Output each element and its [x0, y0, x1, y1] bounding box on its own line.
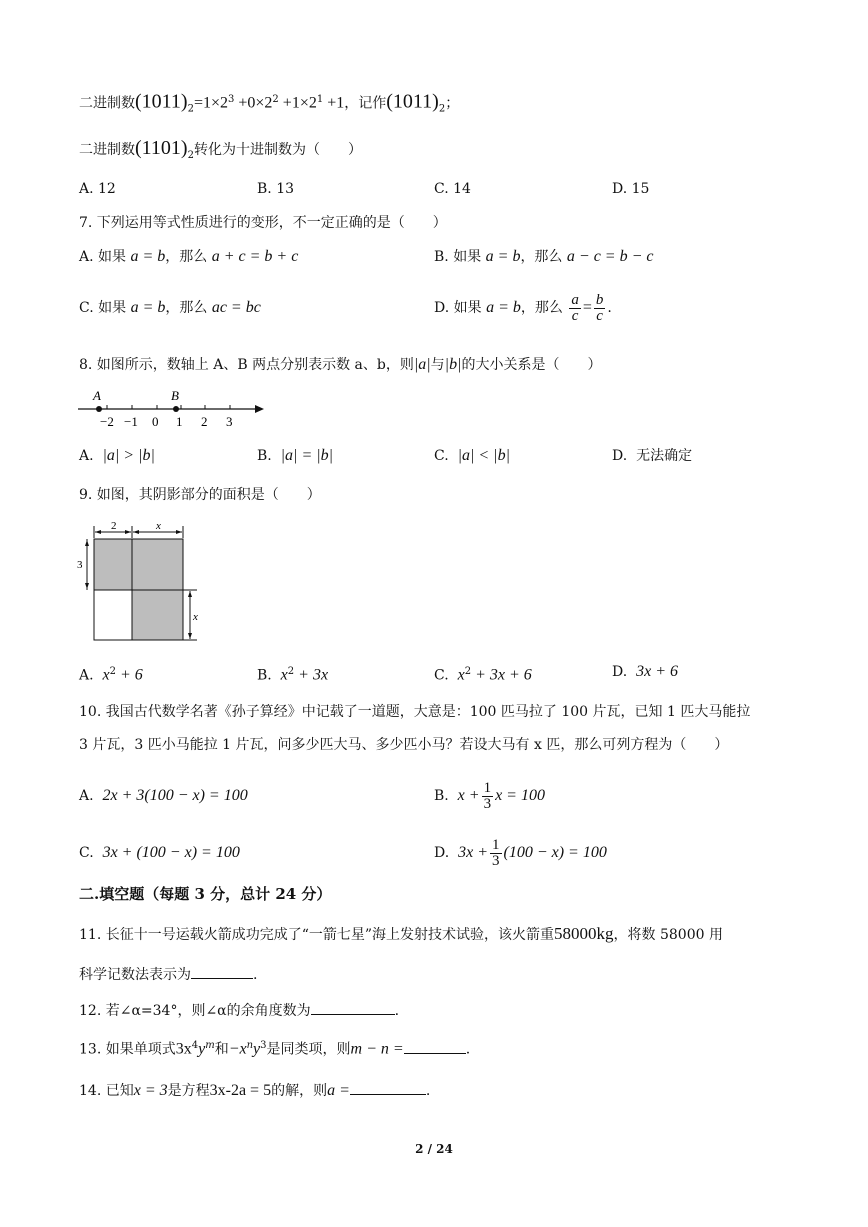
q6-option-b[interactable]: B. 13	[257, 181, 295, 197]
q7-a-res: a + c = b + c	[211, 248, 299, 265]
fraction	[482, 781, 494, 812]
q7-option-a[interactable]	[79, 247, 298, 267]
tick-label: −2	[100, 414, 114, 429]
q6-exp: 3	[228, 94, 235, 105]
q13-text: 是同类项，则	[266, 1041, 351, 1058]
answer-blank[interactable]	[191, 964, 253, 979]
q13-monomial: −x	[228, 1040, 247, 1058]
q7-a-mid: ，那么	[165, 249, 212, 265]
q13-exp: m	[205, 1040, 215, 1051]
numerator: 1	[492, 836, 500, 853]
option-expr: 3x +	[458, 844, 488, 861]
q13-text: 和	[214, 1041, 229, 1058]
q7-c-cond: a = b	[130, 299, 166, 316]
q10-line1: 10. 我国古代数学名著《孙子算经》中记载了一道题，大意是：100 匹马拉了 100 片瓦，已知 1 匹大马能拉	[79, 704, 751, 720]
option-label: D.	[612, 448, 628, 464]
denominator: 3	[483, 795, 492, 812]
q14-expr: a =	[327, 1082, 350, 1099]
q12-line	[79, 1000, 399, 1021]
q6-prefix: 二进制数	[79, 95, 135, 112]
q7-b-pre: B. 如果	[434, 249, 486, 265]
q6-expansion: +1	[323, 94, 345, 112]
q13-exp: 3	[260, 1040, 267, 1051]
q6-stem: 转化为十进制数为（ ）	[193, 142, 362, 158]
dim-label: x	[193, 611, 198, 623]
option-exp: 2	[109, 666, 116, 677]
q14-end: .	[425, 1083, 431, 1099]
answer-blank[interactable]	[350, 1080, 426, 1095]
q7-d-frac1	[569, 293, 581, 324]
arrow-icon	[188, 633, 192, 639]
q10-option-d[interactable]	[434, 833, 607, 873]
q7-d-eq: =	[582, 299, 592, 316]
blank-rect	[94, 590, 132, 640]
option-expr: 2x + 3(100 − x) = 100	[102, 787, 248, 804]
q11-text: ，将数 58000 用	[613, 927, 723, 943]
q13-exp: 4	[191, 1040, 199, 1051]
arrow-icon	[125, 530, 131, 534]
q13-monomial: y	[198, 1040, 206, 1058]
q7-b-mid: ，那么	[520, 249, 567, 265]
option-expr: 3x + (100 − x) = 100	[102, 844, 240, 861]
numerator: a	[571, 291, 579, 308]
q8-option-b[interactable]	[257, 446, 333, 466]
option-label: A.	[79, 448, 94, 464]
numerator: b	[595, 291, 604, 308]
q6-sub: 2	[187, 149, 194, 161]
q7-option-b[interactable]	[434, 247, 653, 267]
option-expr: x	[457, 666, 465, 684]
arrow-icon	[188, 591, 192, 597]
numerator: 1	[483, 779, 492, 796]
q12-text: 12. 若∠α=34°，则∠α的余角度数为	[79, 1003, 311, 1019]
option-label: B.	[434, 788, 449, 804]
q8-number-line	[78, 388, 268, 430]
q9-option-c[interactable]	[434, 662, 532, 686]
q11-end: .	[253, 967, 258, 983]
q13-exp: n	[246, 1040, 254, 1051]
q8-option-a[interactable]	[79, 446, 155, 466]
dim-label: x	[156, 520, 161, 532]
option-expr: + 3x	[294, 666, 329, 684]
option-expr: x +	[457, 787, 480, 804]
arrow-icon	[85, 540, 89, 546]
q10-option-b[interactable]	[434, 776, 545, 816]
q7-a-cond: a = b	[130, 248, 166, 265]
q14-equation: 3x-2a = 5	[209, 1082, 272, 1099]
point-a-label: A	[93, 388, 101, 403]
q7-c-res: ac = bc	[211, 299, 261, 316]
option-expr: x	[102, 666, 110, 684]
q8-stem-mid: 与	[430, 357, 445, 373]
option-expr: |a| = |b|	[280, 447, 334, 464]
q8-abs-a: |a|	[413, 356, 431, 373]
tick-label: 0	[152, 414, 159, 429]
q7-b-res: a − c = b − c	[566, 248, 654, 265]
q7-d-frac2	[594, 293, 606, 324]
q6-option-c[interactable]: C. 14	[434, 181, 471, 197]
q7-d-end: .	[607, 300, 612, 316]
option-exp: 2	[464, 666, 472, 677]
q11-text: 11. 长征十一号运载火箭成功完成了“一箭七星”海上发射技术试验，该火箭重	[79, 927, 555, 943]
option-expr: |a| < |b|	[457, 447, 510, 464]
q6-binary: (1011)	[386, 90, 439, 113]
axis-arrow-icon	[255, 405, 264, 413]
shaded-rect	[132, 539, 183, 590]
q11-value: 58000kg	[554, 924, 614, 943]
q6-expansion: +0×2	[234, 94, 273, 112]
q6-line1	[79, 90, 459, 119]
q8-stem	[79, 355, 601, 375]
arrow-icon	[176, 530, 182, 534]
q7-d-cond: a = b	[486, 299, 521, 316]
option-expr: + 3x + 6	[471, 666, 532, 684]
option-expr: (100 − x) = 100	[503, 844, 607, 861]
section-heading: 二.填空题（每题 3 分，总计 24 分）	[79, 885, 332, 903]
q9-figure	[75, 518, 205, 646]
q6-sub: 2	[187, 103, 194, 115]
q6-expansion: +1×2	[278, 94, 317, 112]
tick-label: 3	[226, 414, 233, 429]
arrow-icon	[85, 583, 89, 589]
q8-abs-b: |b|	[444, 356, 462, 373]
denominator: 3	[492, 852, 500, 869]
q10-option-c[interactable]	[79, 843, 240, 863]
q12-end: .	[394, 1003, 400, 1019]
option-expr: 3x + 6	[636, 663, 678, 680]
q6-note: ，记作	[344, 95, 387, 112]
point-b-dot	[173, 406, 179, 412]
q7-a-pre: A. 如果	[79, 249, 131, 265]
q14-text: 的解，则	[271, 1083, 328, 1099]
option-label: C.	[434, 448, 449, 464]
option-label: A.	[79, 667, 94, 684]
tick-label: −1	[124, 414, 138, 429]
q7-d-pre: D. 如果	[434, 300, 487, 316]
q13-monomial: 3x	[175, 1040, 192, 1058]
q14-cond: x = 3	[133, 1082, 168, 1099]
arrow-icon	[133, 530, 139, 534]
denominator: c	[596, 307, 603, 324]
dim-label: 2	[111, 520, 117, 532]
q6-prefix: 二进制数	[79, 142, 135, 158]
fraction	[490, 838, 502, 869]
q7-b-cond: a = b	[485, 248, 521, 265]
q14-text: 14. 已知	[79, 1083, 134, 1099]
q13-expr: m − n =	[350, 1040, 404, 1058]
point-a-dot	[96, 406, 102, 412]
option-label: C.	[79, 845, 94, 861]
q9-option-b[interactable]	[257, 662, 328, 686]
q13-monomial: y	[253, 1040, 261, 1058]
option-expr: x = 100	[495, 787, 545, 804]
q10-line2: 3 片瓦，3 匹小马能拉 1 片瓦，问多少匹大马、多少匹小马？若设大马有 x 匹，那么可列方程为（ ）	[79, 737, 729, 753]
q13-end: .	[465, 1041, 471, 1058]
q9-option-d[interactable]	[612, 662, 678, 682]
q11-line2	[79, 964, 257, 985]
option-expr: + 6	[115, 666, 143, 684]
q6-expansion: =1×2	[193, 94, 228, 112]
q6-end: ；	[445, 95, 460, 112]
q7-c-pre: C. 如果	[79, 300, 131, 316]
q8-option-d[interactable]	[612, 446, 692, 466]
q8-option-c[interactable]	[434, 446, 510, 466]
dim-label: 3	[77, 559, 83, 571]
option-label: A.	[79, 788, 94, 804]
shaded-rect	[94, 539, 132, 590]
q6-option-d[interactable]: D. 15	[612, 181, 650, 197]
q9-stem: 9. 如图，其阴影部分的面积是（ ）	[79, 487, 321, 503]
option-label: C.	[434, 667, 449, 684]
q13-line	[79, 1036, 470, 1060]
q6-option-a[interactable]: A. 12	[79, 181, 116, 197]
q7-c-mid: ，那么	[165, 300, 212, 316]
q8-stem-end: 的大小关系是（ ）	[461, 357, 602, 373]
option-label: B.	[257, 448, 272, 464]
option-expr: x	[280, 666, 288, 684]
q6-line2	[79, 138, 362, 166]
tick-label: 1	[176, 414, 183, 429]
tick-label: 2	[201, 414, 208, 429]
answer-blank[interactable]	[404, 1039, 466, 1054]
point-b-label: B	[171, 388, 179, 403]
option-expr: |a| > |b|	[102, 447, 155, 464]
q6-exp: 1	[316, 94, 324, 105]
q6-sub: 2	[438, 103, 446, 115]
q13-text: 13. 如果单项式	[79, 1041, 176, 1058]
option-label: D.	[612, 664, 628, 680]
q14-line	[79, 1080, 430, 1101]
denominator: c	[571, 307, 579, 324]
q7-option-c[interactable]	[79, 298, 261, 318]
q11-line1	[79, 924, 723, 945]
option-label: D.	[434, 845, 450, 861]
arrow-icon	[95, 530, 101, 534]
q11-text: 科学记数法表示为	[79, 967, 191, 983]
option-exp: 2	[287, 666, 295, 677]
q6-exp: 2	[272, 94, 279, 105]
shaded-rect	[132, 590, 183, 640]
answer-blank[interactable]	[311, 1000, 395, 1015]
q7-stem: 7. 下列运用等式性质进行的变形，不一定正确的是（ ）	[79, 215, 447, 231]
option-label: B.	[257, 667, 272, 684]
q14-text: 是方程	[167, 1083, 210, 1099]
q7-d-mid: ，那么	[520, 300, 568, 316]
q8-stem-pre: 8. 如图所示，数轴上 A、B 两点分别表示数 a、b，则	[79, 357, 414, 373]
q6-binary: (1101)	[135, 137, 188, 159]
q9-option-a[interactable]	[79, 662, 143, 686]
page-number: 2 / 24	[415, 1142, 453, 1156]
q7-option-d[interactable]	[434, 288, 612, 328]
option-expr: 无法确定	[636, 448, 693, 464]
q6-binary: (1011)	[135, 90, 188, 113]
q10-option-a[interactable]	[79, 786, 248, 806]
